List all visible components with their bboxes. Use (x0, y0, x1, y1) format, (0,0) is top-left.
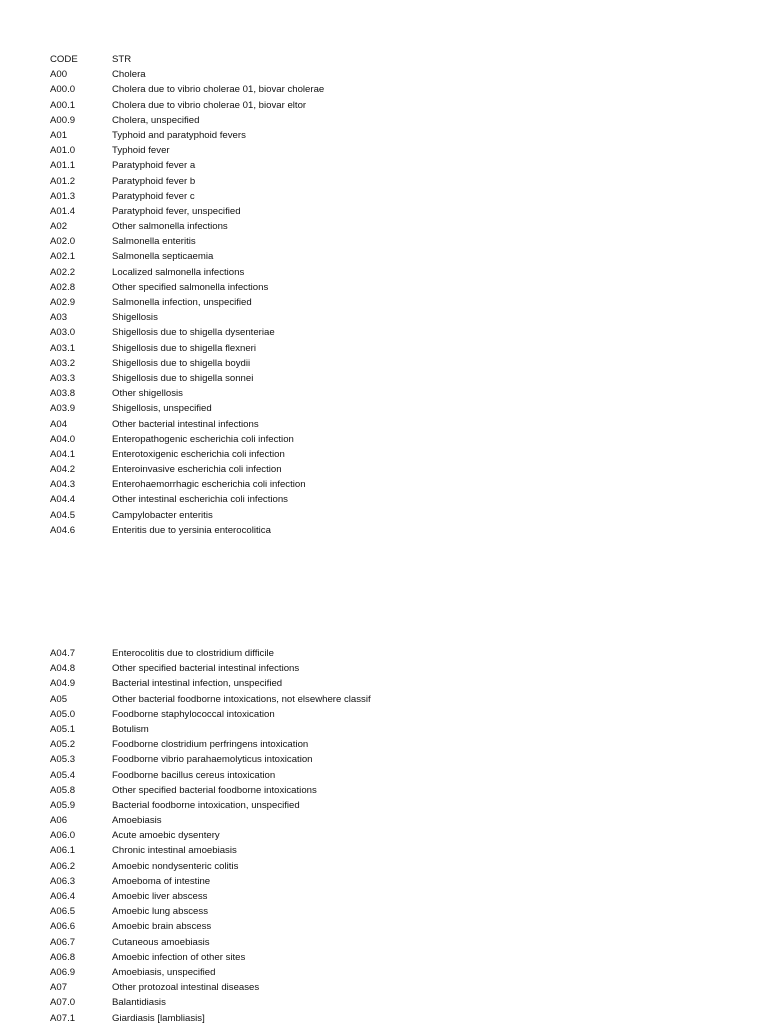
table-row (50, 113, 750, 128)
table-row (50, 249, 750, 264)
code-cell: A00.0 (50, 84, 76, 96)
description-cell: Bacterial intestinal infection, unspecified (112, 678, 283, 690)
description-cell: Acute amoebic dysentery (112, 830, 220, 842)
table-row (50, 82, 750, 97)
description-cell: Other specified salmonella infections (112, 281, 269, 293)
description-cell: Campylobacter enteritis (112, 509, 213, 521)
table-row (50, 919, 750, 934)
description-cell: Other specified bacterial intestinal infections (112, 663, 300, 675)
code-cell: A06.5 (50, 906, 76, 918)
table-row (50, 234, 750, 249)
table-row (50, 813, 750, 828)
description-cell: Shigellosis (112, 312, 158, 324)
code-cell: A02.9 (50, 297, 76, 308)
table-row (50, 950, 750, 965)
table-row (50, 980, 750, 995)
code-cell: A01.1 (50, 160, 76, 172)
description-cell: Paratyphoid fever b (112, 175, 196, 187)
description-cell: Enterohaemorrhagic escherichia coli infection (112, 479, 306, 491)
description-cell: Shigellosis due to shigella sonnei (112, 372, 254, 384)
code-cell: A06.2 (50, 860, 76, 872)
table-row (50, 204, 750, 219)
table-row (50, 965, 750, 980)
description-cell: Localized salmonella infections (112, 266, 245, 278)
table-row (50, 219, 750, 234)
description-cell: Shigellosis due to shigella dysenteriae (112, 327, 275, 339)
table-row (50, 828, 750, 843)
code-cell: A05.1 (50, 723, 76, 735)
table-row (50, 508, 750, 523)
table-row (50, 462, 750, 477)
code-column-header: CODE (50, 54, 78, 65)
description-cell: Amoebic nondysenteric colitis (112, 860, 239, 872)
code-cell: A07.0 (50, 997, 76, 1009)
description-cell: Cholera due to vibrio cholerae 01, biovar eltor (112, 99, 307, 111)
code-cell: A06.0 (50, 830, 76, 842)
description-cell: Cholera due to vibrio cholerae 01, biovar cholerae (112, 84, 325, 96)
description-cell: Paratyphoid fever, unspecified (112, 205, 241, 217)
code-cell: A02 (50, 221, 68, 233)
code-cell: A00 (50, 69, 68, 81)
table-row (50, 707, 750, 722)
code-cell: A01.3 (50, 190, 76, 202)
table-row (50, 265, 750, 280)
table-row (50, 995, 750, 1010)
table-row (50, 889, 750, 904)
header-row (50, 52, 750, 67)
table-row (50, 280, 750, 295)
table-row (50, 341, 750, 356)
code-cell: A05.9 (50, 799, 76, 811)
description-cell: Salmonella septicaemia (112, 251, 214, 263)
table-row (50, 646, 750, 661)
code-cell: A06.9 (50, 966, 76, 978)
description-cell: Amoebiasis, unspecified (112, 966, 216, 978)
code-cell: A01.0 (50, 145, 76, 157)
code-table-section-1 (50, 52, 750, 538)
description-cell: Other bacterial intestinal infections (112, 418, 259, 430)
table-row (50, 189, 750, 204)
description-cell: Enteroinvasive escherichia coli infection (112, 464, 282, 476)
code-cell: A02.2 (50, 266, 76, 278)
table-row (50, 386, 750, 401)
code-cell: A06.6 (50, 921, 76, 933)
table-row (50, 783, 750, 798)
description-cell: Salmonella enteritis (112, 236, 196, 248)
table-row (50, 356, 750, 371)
description-cell: Enteritis due to yersinia enterocolitica (112, 524, 271, 536)
description-cell: Cholera (112, 69, 146, 81)
description-cell: Botulism (112, 723, 149, 735)
code-cell: A04.0 (50, 433, 76, 445)
code-cell: A04.4 (50, 494, 76, 506)
table-row (50, 874, 750, 889)
description-cell: Giardiasis [lambliasis] (112, 1012, 205, 1024)
table-row (50, 310, 750, 325)
description-cell: Enteropathogenic escherichia coli infection (112, 433, 294, 445)
code-cell: A04.1 (50, 448, 76, 460)
description-cell: Amoebic brain abscess (112, 921, 212, 933)
table-row (50, 325, 750, 340)
table-row (50, 523, 750, 538)
code-cell: A03 (50, 312, 68, 324)
description-cell: Cutaneous amoebiasis (112, 936, 210, 948)
code-cell: A06.3 (50, 875, 76, 887)
code-cell: A02.1 (50, 251, 76, 263)
table-row (50, 676, 750, 691)
description-cell: Typhoid fever (112, 145, 170, 157)
description-cell: Other intestinal escherichia coli infections (112, 494, 288, 506)
code-cell: A02.8 (50, 281, 76, 293)
table-row (50, 798, 750, 813)
code-cell: A03.3 (50, 372, 76, 384)
description-cell: Other protozoal intestinal diseases (112, 982, 260, 994)
table-row (50, 843, 750, 858)
table-row (50, 477, 750, 492)
table-row (50, 1011, 750, 1026)
code-cell: A07.1 (50, 1012, 76, 1024)
table-row (50, 904, 750, 919)
code-cell: A04.5 (50, 509, 76, 521)
table-row (50, 158, 750, 173)
code-cell: A03.9 (50, 403, 76, 415)
code-cell: A04.9 (50, 678, 76, 690)
table-row (50, 98, 750, 113)
description-cell: Shigellosis due to shigella flexneri (112, 342, 256, 354)
description-cell: Other bacterial foodborne intoxications, not elsewhere classif (112, 693, 371, 705)
code-cell: A05.8 (50, 784, 76, 796)
description-cell: Balantidiasis (112, 997, 166, 1009)
code-cell: A04.7 (50, 648, 76, 659)
description-cell: Typhoid and paratyphoid fevers (112, 129, 246, 141)
code-cell: A06.7 (50, 936, 76, 948)
code-cell: A04.3 (50, 479, 76, 491)
description-cell: Foodborne vibrio parahaemolyticus intoxication (112, 754, 313, 766)
code-cell: A04.2 (50, 464, 76, 476)
table-row (50, 174, 750, 189)
code-cell: A01.4 (50, 205, 76, 217)
description-cell: Amoebic lung abscess (112, 906, 208, 918)
table-row (50, 371, 750, 386)
table-row (50, 143, 750, 158)
description-cell: Amoebiasis (112, 815, 162, 827)
code-cell: A03.8 (50, 388, 76, 400)
description-cell: Other salmonella infections (112, 221, 228, 233)
code-cell: A06.4 (50, 891, 76, 902)
code-cell: A05 (50, 693, 68, 705)
str-column-header: STR (112, 54, 132, 65)
description-cell: Foodborne clostridium perfringens intoxication (112, 739, 309, 751)
code-cell: A04.8 (50, 663, 76, 675)
code-cell: A06.8 (50, 951, 76, 963)
code-cell: A01 (50, 129, 68, 141)
description-cell: Shigellosis due to shigella boydii (112, 357, 251, 369)
code-cell: A00.9 (50, 114, 76, 126)
code-cell: A03.1 (50, 342, 76, 354)
table-row (50, 722, 750, 737)
table-row (50, 859, 750, 874)
description-cell: Other specified bacterial foodborne intoxications (112, 784, 317, 796)
description-cell: Foodborne bacillus cereus intoxication (112, 769, 276, 781)
description-cell: Amoeboma of intestine (112, 875, 211, 887)
code-cell: A03.2 (50, 357, 76, 369)
table-rows (50, 67, 750, 538)
table-row (50, 417, 750, 432)
table-row (50, 661, 750, 676)
table-row (50, 492, 750, 507)
description-cell: Salmonella infection, unspecified (112, 297, 252, 308)
description-cell: Amoebic liver abscess (112, 891, 208, 902)
description-cell: Foodborne staphylococcal intoxication (112, 708, 275, 720)
table-row (50, 737, 750, 752)
table-row (50, 401, 750, 416)
description-cell: Chronic intestinal amoebiasis (112, 845, 237, 857)
table-row (50, 447, 750, 462)
description-cell: Enterotoxigenic escherichia coli infection (112, 448, 285, 460)
code-cell: A02.0 (50, 236, 76, 248)
code-cell: A04 (50, 418, 68, 430)
code-cell: A05.0 (50, 708, 76, 720)
code-cell: A07 (50, 982, 68, 994)
code-cell: A05.2 (50, 739, 76, 751)
table-row (50, 67, 750, 82)
description-cell: Amoebic infection of other sites (112, 951, 246, 963)
code-table-section-2 (50, 646, 750, 1026)
code-cell: A05.4 (50, 769, 76, 781)
table-row (50, 128, 750, 143)
table-row (50, 752, 750, 767)
code-cell: A04.6 (50, 524, 76, 536)
code-cell: A06 (50, 815, 68, 827)
table-row (50, 768, 750, 783)
table-row (50, 432, 750, 447)
table-row (50, 295, 750, 310)
description-cell: Paratyphoid fever a (112, 160, 196, 172)
table-row (50, 935, 750, 950)
description-cell: Paratyphoid fever c (112, 190, 195, 202)
code-cell: A00.1 (50, 99, 76, 111)
table-row (50, 692, 750, 707)
code-cell: A01.2 (50, 175, 76, 187)
description-cell: Shigellosis, unspecified (112, 403, 212, 415)
code-cell: A03.0 (50, 327, 76, 339)
code-cell: A06.1 (50, 845, 76, 857)
description-cell: Bacterial foodborne intoxication, unspecified (112, 799, 300, 811)
description-cell: Cholera, unspecified (112, 114, 200, 126)
description-cell: Other shigellosis (112, 388, 183, 400)
description-cell: Enterocolitis due to clostridium difficile (112, 648, 274, 659)
code-cell: A05.3 (50, 754, 76, 766)
table-rows (50, 646, 750, 1026)
